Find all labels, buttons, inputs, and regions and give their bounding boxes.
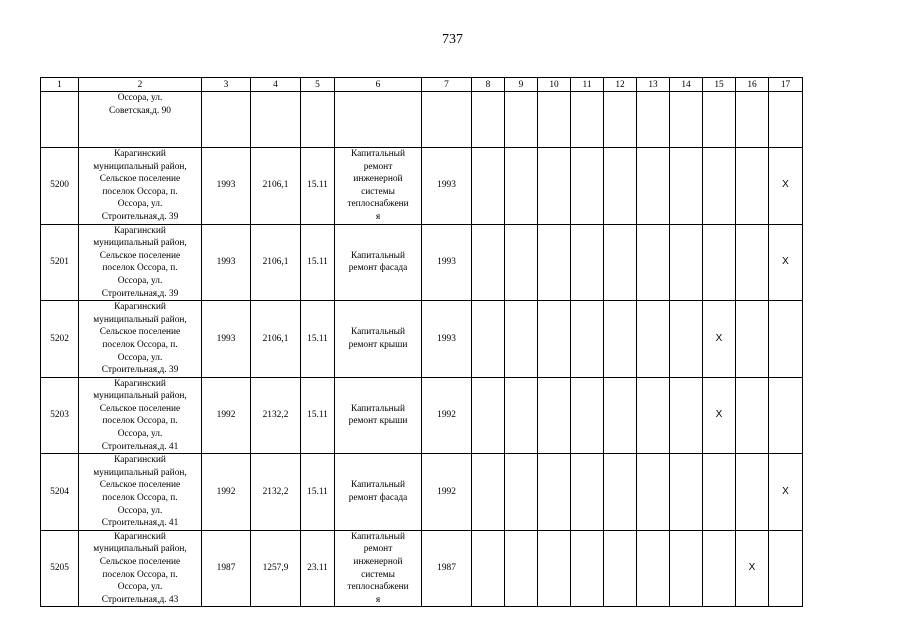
address-cell <box>79 148 202 225</box>
mark-cell-15 <box>703 530 736 607</box>
work-type-line: ремонт крыши <box>348 416 408 427</box>
address-line: Оссора, ул. <box>117 352 163 363</box>
mark-cell-8 <box>472 301 505 378</box>
work-code: 23.11 <box>301 530 335 607</box>
address-line: Строительная,д. 41 <box>101 518 179 529</box>
address-line: поселок Оссора, п. <box>102 493 178 504</box>
address-cell <box>79 377 202 454</box>
mark-cell-16 <box>736 377 769 454</box>
empty-cell <box>505 92 538 148</box>
mark-cell-12 <box>604 377 637 454</box>
work-type-line: ремонт фасада <box>348 493 408 504</box>
mark-cell-17: X <box>769 224 803 301</box>
column-number: 10 <box>538 78 571 92</box>
total-area: 2132,2 <box>251 377 301 454</box>
id-cell <box>41 92 79 148</box>
work-type-line: Капитальный <box>351 531 405 542</box>
work-type-line: я <box>375 594 381 605</box>
column-number: 1 <box>41 78 79 92</box>
column-number: 14 <box>670 78 703 92</box>
address-cell <box>79 224 202 301</box>
mark-cell-15 <box>703 224 736 301</box>
address-line: Карагинский <box>114 378 166 389</box>
empty-cell <box>703 92 736 148</box>
mark-cell-16 <box>736 454 769 531</box>
register-table <box>40 77 803 607</box>
year-cell: 1987 <box>422 530 472 607</box>
mark-cell-14 <box>670 454 703 531</box>
address-line: муниципальный район, <box>93 467 187 478</box>
address-line: Оссора, ул. <box>117 429 163 440</box>
mark-cell-8 <box>472 224 505 301</box>
mark-cell-12 <box>604 301 637 378</box>
address-line: Карагинский <box>114 149 166 159</box>
work-type-line: ремонт <box>363 544 393 555</box>
column-number: 12 <box>604 78 637 92</box>
mark-cell-9 <box>505 454 538 531</box>
column-number: 6 <box>335 78 422 92</box>
address-line: Сельское поселение <box>99 557 181 567</box>
mark-cell-17 <box>769 377 803 454</box>
work-type-line: Капитальный <box>351 327 405 338</box>
table-row <box>41 377 803 454</box>
mark-cell-10 <box>538 301 571 378</box>
year-cell: 1993 <box>422 301 472 378</box>
work-type-line: Капитальный <box>351 403 405 414</box>
address-line: муниципальный район, <box>93 391 187 402</box>
record-number: 5204 <box>41 454 79 531</box>
column-number: 7 <box>422 78 472 92</box>
year-cell: 1993 <box>422 148 472 225</box>
mark-cell-9 <box>505 301 538 378</box>
work-type-cell <box>335 148 422 225</box>
year-built: 1992 <box>202 377 251 454</box>
address-line: Советская,д. 90 <box>109 105 171 116</box>
mark-cell-15: X <box>703 301 736 378</box>
mark-cell-16 <box>736 224 769 301</box>
mark-cell-12 <box>604 530 637 607</box>
address-line: Сельское поселение <box>99 403 181 414</box>
mark-cell-14 <box>670 148 703 225</box>
mark-cell-11 <box>571 148 604 225</box>
mark-cell-15: X <box>703 377 736 454</box>
mark-cell-12 <box>604 224 637 301</box>
work-type-cell <box>335 377 422 454</box>
work-type-line: системы <box>361 569 395 580</box>
address-line: муниципальный район, <box>93 238 187 249</box>
address-line: Строительная,д. 43 <box>101 594 179 605</box>
address-line: Оссора, ул. <box>117 93 163 103</box>
total-area: 2132,2 <box>251 454 301 531</box>
mark-cell-16 <box>736 301 769 378</box>
year-cell: 1992 <box>422 377 472 454</box>
total-area: 2106,1 <box>251 148 301 225</box>
column-number: 3 <box>202 78 251 92</box>
table-row <box>41 530 803 607</box>
empty-cell <box>637 92 670 148</box>
address-line: Строительная,д. 39 <box>101 365 179 376</box>
address-line: Карагинский <box>114 225 166 236</box>
year-cell: 1992 <box>422 454 472 531</box>
column-number: 11 <box>571 78 604 92</box>
mark-cell-11 <box>571 454 604 531</box>
address-cell <box>79 530 202 607</box>
mark-cell-9 <box>505 224 538 301</box>
column-number: 4 <box>251 78 301 92</box>
mark-cell-11 <box>571 530 604 607</box>
mark-cell-17 <box>769 301 803 378</box>
work-type-line: Капитальный <box>351 250 405 261</box>
mark-cell-10 <box>538 148 571 225</box>
empty-cell <box>670 92 703 148</box>
record-number: 5201 <box>41 224 79 301</box>
mark-cell-15 <box>703 148 736 225</box>
work-type-line: Капитальный <box>351 480 405 491</box>
column-number: 16 <box>736 78 769 92</box>
address-cell <box>79 301 202 378</box>
year-built: 1992 <box>202 454 251 531</box>
address-line: Оссора, ул. <box>117 275 163 286</box>
table-row <box>41 454 803 531</box>
column-number: 13 <box>637 78 670 92</box>
address-line: поселок Оссора, п. <box>102 339 178 350</box>
empty-cell <box>422 92 472 148</box>
year-built: 1987 <box>202 530 251 607</box>
mark-cell-13 <box>637 301 670 378</box>
address-line: муниципальный район, <box>93 544 187 555</box>
year-built: 1993 <box>202 224 251 301</box>
mark-cell-16: X <box>736 530 769 607</box>
record-number: 5202 <box>41 301 79 378</box>
address-line: Строительная,д. 39 <box>101 288 179 299</box>
year-built: 1993 <box>202 148 251 225</box>
table-row <box>41 224 803 301</box>
mark-cell-8 <box>472 454 505 531</box>
total-area: 2106,1 <box>251 301 301 378</box>
work-code: 15.11 <box>301 224 335 301</box>
mark-cell-10 <box>538 530 571 607</box>
total-area: 1257,9 <box>251 530 301 607</box>
mark-cell-10 <box>538 224 571 301</box>
work-code: 15.11 <box>301 301 335 378</box>
work-type-line: инженерной <box>353 174 403 185</box>
empty-cell <box>472 92 505 148</box>
address-line: поселок Оссора, п. <box>102 186 178 197</box>
address-line: Карагинский <box>114 302 166 313</box>
table-row <box>41 301 803 378</box>
mark-cell-9 <box>505 377 538 454</box>
address-line: Сельское поселение <box>99 480 181 491</box>
mark-cell-14 <box>670 377 703 454</box>
mark-cell-9 <box>505 148 538 225</box>
empty-cell <box>335 92 422 148</box>
empty-cell <box>571 92 604 148</box>
work-type-line: Капитальный <box>351 149 405 159</box>
empty-cell <box>538 92 571 148</box>
mark-cell-14 <box>670 530 703 607</box>
mark-cell-8 <box>472 377 505 454</box>
mark-cell-13 <box>637 530 670 607</box>
empty-cell <box>736 92 769 148</box>
address-line: Оссора, ул. <box>117 582 163 593</box>
total-area: 2106,1 <box>251 224 301 301</box>
work-type-line: системы <box>361 186 395 197</box>
empty-cell <box>604 92 637 148</box>
mark-cell-12 <box>604 148 637 225</box>
address-line: Строительная,д. 41 <box>101 441 179 452</box>
mark-cell-12 <box>604 454 637 531</box>
record-number: 5203 <box>41 377 79 454</box>
mark-cell-17 <box>769 530 803 607</box>
empty-cell <box>202 92 251 148</box>
address-line: Строительная,д. 39 <box>101 211 179 222</box>
work-type-line: инженерной <box>353 557 403 567</box>
work-type-line: ремонт крыши <box>348 339 408 350</box>
column-number-row <box>41 78 803 92</box>
empty-cell <box>301 92 335 148</box>
address-line: Сельское поселение <box>99 250 181 261</box>
mark-cell-11 <box>571 224 604 301</box>
mark-cell-11 <box>571 301 604 378</box>
mark-cell-17: X <box>769 454 803 531</box>
address-line: Карагинский <box>114 531 166 542</box>
mark-cell-14 <box>670 224 703 301</box>
work-type-cell <box>335 224 422 301</box>
mark-cell-13 <box>637 377 670 454</box>
mark-cell-11 <box>571 377 604 454</box>
mark-cell-10 <box>538 377 571 454</box>
year-built: 1993 <box>202 301 251 378</box>
work-code: 15.11 <box>301 454 335 531</box>
mark-cell-17: X <box>769 148 803 225</box>
work-type-line: я <box>375 211 381 222</box>
address-line: муниципальный район, <box>93 161 187 172</box>
column-number: 5 <box>301 78 335 92</box>
work-type-line: теплоснабжени <box>347 582 409 593</box>
address-line: Карагинский <box>114 455 166 466</box>
mark-cell-8 <box>472 530 505 607</box>
work-code: 15.11 <box>301 377 335 454</box>
mark-cell-14 <box>670 301 703 378</box>
mark-cell-9 <box>505 530 538 607</box>
work-type-line: ремонт фасада <box>348 263 408 274</box>
work-type-cell <box>335 530 422 607</box>
address-line: Оссора, ул. <box>117 199 163 210</box>
work-type-cell <box>335 301 422 378</box>
page-number: 737 <box>442 32 463 47</box>
address-line: муниципальный район, <box>93 314 187 325</box>
empty-cell <box>251 92 301 148</box>
column-number: 8 <box>472 78 505 92</box>
address-line: поселок Оссора, п. <box>102 416 178 427</box>
mark-cell-15 <box>703 454 736 531</box>
table-row <box>41 148 803 225</box>
work-type-line: теплоснабжени <box>347 199 409 210</box>
empty-cell <box>769 92 803 148</box>
mark-cell-10 <box>538 454 571 531</box>
address-line: Сельское поселение <box>99 327 181 338</box>
work-code: 15.11 <box>301 148 335 225</box>
column-number: 15 <box>703 78 736 92</box>
continuation-row <box>41 92 803 148</box>
address-cell <box>79 454 202 531</box>
column-number: 9 <box>505 78 538 92</box>
address-cell <box>79 92 202 148</box>
work-type-line: ремонт <box>363 161 393 172</box>
column-number: 17 <box>769 78 803 92</box>
work-type-cell <box>335 454 422 531</box>
address-line: Сельское поселение <box>99 174 181 185</box>
mark-cell-8 <box>472 148 505 225</box>
address-line: поселок Оссора, п. <box>102 263 178 274</box>
address-line: поселок Оссора, п. <box>102 569 178 580</box>
mark-cell-13 <box>637 224 670 301</box>
column-number: 2 <box>79 78 202 92</box>
mark-cell-13 <box>637 148 670 225</box>
mark-cell-13 <box>637 454 670 531</box>
mark-cell-16 <box>736 148 769 225</box>
record-number: 5200 <box>41 148 79 225</box>
record-number: 5205 <box>41 530 79 607</box>
address-line: Оссора, ул. <box>117 505 163 516</box>
year-cell: 1993 <box>422 224 472 301</box>
